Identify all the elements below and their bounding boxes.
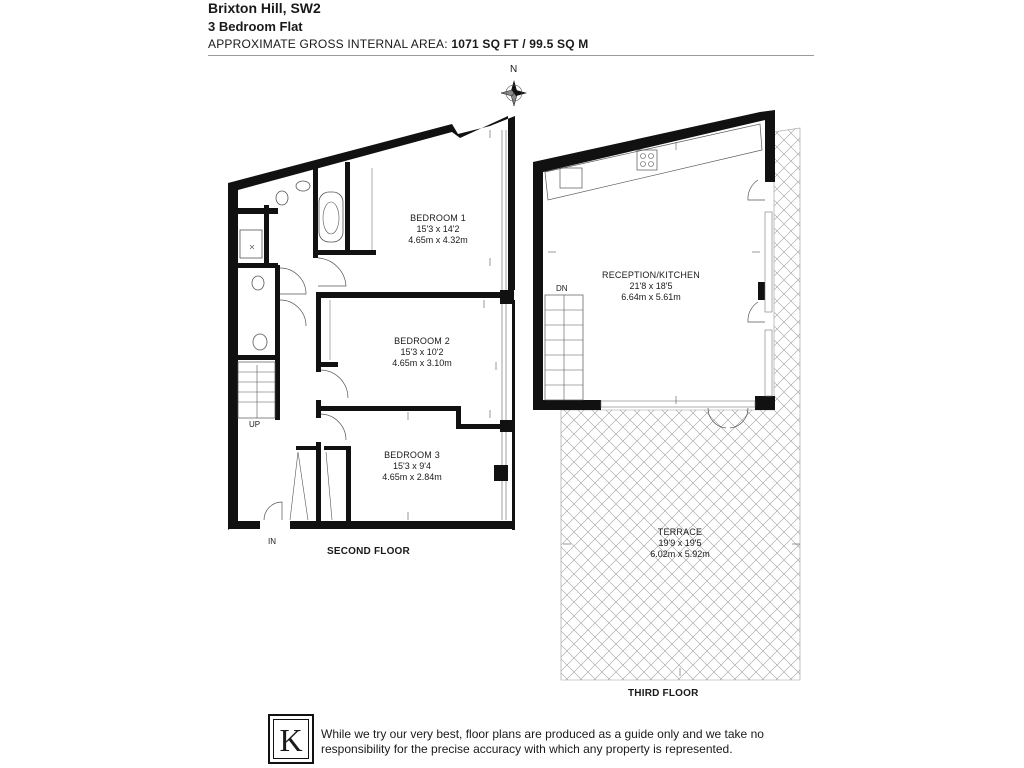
third-floor-outer-wall — [533, 110, 775, 410]
room-imperial: 15'3 x 14'2 — [416, 224, 460, 234]
room-metric: 6.02m x 5.92m — [650, 549, 710, 559]
third-floor-plan — [533, 110, 800, 680]
agency-logo — [268, 714, 314, 764]
disclaimer-line-2: responsibility for the precise accuracy with which any property is represented. — [321, 742, 733, 756]
disclaimer-line-1: While we try our very best, floor plans are produced as a guide only and we take no — [321, 727, 764, 741]
room-imperial: 19'9 x 19'5 — [658, 538, 702, 548]
room-imperial: 21'8 x 18'5 — [629, 281, 673, 291]
room-metric: 4.65m x 4.32m — [408, 235, 468, 245]
disclaimer — [321, 727, 764, 757]
room-label-terrace — [630, 527, 730, 560]
room-label-bedroom-2 — [372, 336, 472, 369]
room-label-bedroom-1 — [388, 213, 488, 246]
second-floor-stairs — [238, 362, 275, 418]
property-subtitle: 3 Bedroom Flat — [208, 19, 303, 34]
room-label-reception-kitchen — [586, 270, 716, 303]
room-metric: 4.65m x 2.84m — [382, 472, 442, 482]
third-floor-title: THIRD FLOOR — [628, 688, 699, 699]
room-name: BEDROOM 3 — [384, 450, 440, 460]
area-prefix: APPROXIMATE GROSS INTERNAL AREA: — [208, 37, 448, 51]
room-imperial: 15'3 x 10'2 — [400, 347, 444, 357]
second-floor-title: SECOND FLOOR — [327, 546, 410, 557]
logo-letter: K — [273, 719, 309, 759]
compass-rose-icon — [501, 80, 527, 106]
room-label-bedroom-3 — [362, 450, 462, 483]
room-name: BEDROOM 1 — [410, 213, 466, 223]
room-imperial: 15'3 x 9'4 — [393, 461, 431, 471]
area-value: 1071 SQ FT / 99.5 SQ M — [451, 37, 589, 51]
entrance-label: IN — [268, 537, 276, 546]
compass-north-label: N — [510, 64, 518, 75]
stair-down-label: DN — [556, 284, 568, 293]
room-metric: 4.65m x 3.10m — [392, 358, 452, 368]
room-name: RECEPTION/KITCHEN — [602, 270, 700, 280]
room-name: TERRACE — [657, 527, 703, 537]
stair-up-label: UP — [249, 420, 261, 429]
room-metric: 6.64m x 5.61m — [621, 292, 681, 302]
property-title: Brixton Hill, SW2 — [208, 0, 321, 16]
room-name: BEDROOM 2 — [394, 336, 450, 346]
third-floor-stairs — [545, 295, 583, 400]
